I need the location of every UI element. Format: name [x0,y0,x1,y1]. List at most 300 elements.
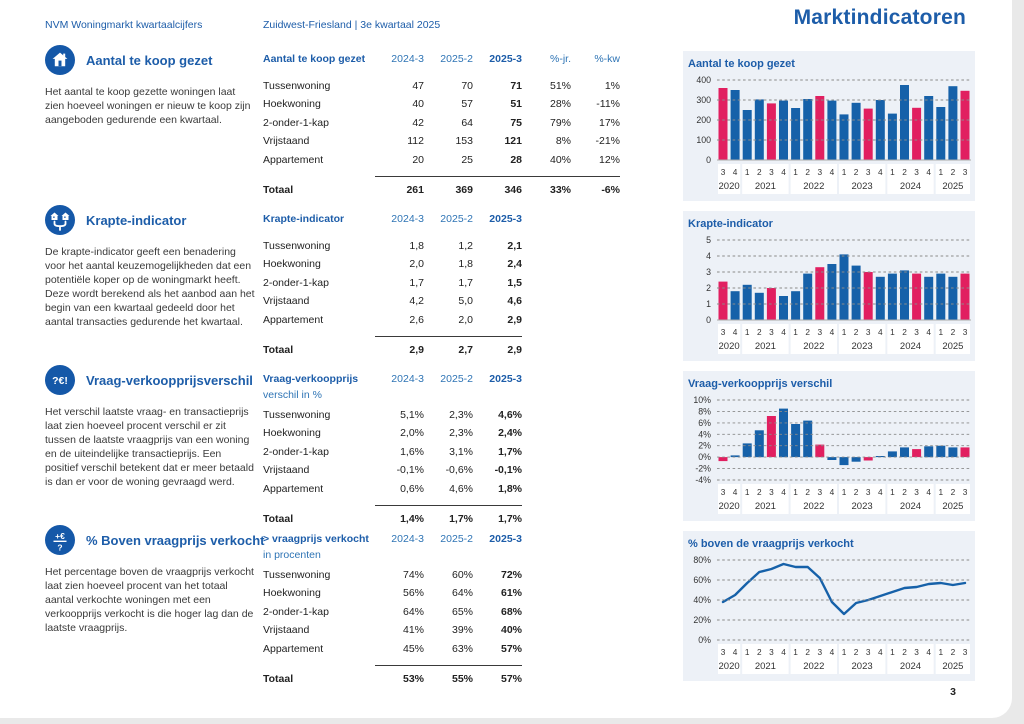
svg-text:1: 1 [841,487,847,497]
svg-text:?€!: ?€! [52,375,68,387]
bar [912,449,921,457]
svg-text:4: 4 [926,647,932,657]
svg-text:4: 4 [926,487,932,497]
chart-canvas [683,392,975,518]
svg-text:1: 1 [744,327,750,337]
cell-value: 121 [504,135,522,148]
y-tick-label: 0% [698,452,711,463]
bar [815,267,824,320]
section-description: De krapte-indicator geeft een benadering voor het aantal keuzemogelijkheden dat een potentiële koper op de woningmarkt heeft. Deze wordt berekend als het aanbod aan het begin van een kwartaal gedeeld door het aantal transacties gedurende het kwartaal. [45,246,255,328]
row-label: Tussenwoning [263,569,331,581]
line-series [723,564,965,614]
svg-text:3: 3 [769,327,774,337]
svg-text:4: 4 [732,647,738,657]
svg-text:3: 3 [817,167,823,177]
cell-value: 2,3% [449,409,473,421]
column-header: %-kw [594,53,620,65]
section-description: Het aantal te koop gezette woningen laat zien hoeveel woningen er nieuw te koop zijn aangeboden gedurende een kwartaal. [45,86,251,126]
row-label: Tussenwoning [263,240,331,252]
svg-text:4: 4 [877,167,883,177]
svg-text:3: 3 [962,487,968,497]
cell-value: 64 [461,116,473,129]
cell-value: 17% [598,116,620,129]
bar [852,457,861,462]
column-header: 2025-3 [489,53,522,65]
cell-value: -6% [571,176,620,199]
bar [900,270,909,320]
bar [888,451,897,457]
cell-value: 1% [604,80,620,92]
svg-text:1: 1 [793,647,798,657]
y-tick-label: 4% [698,429,711,440]
bar [827,101,836,160]
table-aantal-te-koop-gezet [263,53,633,199]
svg-text:4: 4 [926,167,932,177]
y-tick-label: 6% [698,417,711,428]
cell-value: 40% [500,624,522,637]
column-header: 2025-3 [489,213,522,225]
svg-text:3: 3 [865,327,871,337]
table-title: > vraagprijs verkocht [263,533,369,545]
bar [876,277,885,320]
svg-text:2: 2 [805,167,811,177]
cell-value: 68% [500,605,522,618]
table-row [263,584,633,602]
y-tick-label: 60% [693,575,711,585]
cell-value: 45% [402,642,424,655]
svg-text:2023: 2023 [851,181,873,192]
bar [864,457,873,460]
bar [924,446,933,457]
svg-text:2020: 2020 [718,181,740,192]
cell-value: 1,7% [424,505,473,528]
y-tick-label: 5 [706,235,711,245]
table-title: Vraag-verkoopprijs [263,373,359,385]
svg-text:3: 3 [817,327,823,337]
y-tick-label: 8% [698,406,711,417]
cell-value: 2,4% [498,427,522,440]
bar [815,96,824,160]
cell-value: 0,6% [400,482,424,495]
bar [767,416,776,457]
row-label: Appartement [263,642,324,655]
cell-value: 2,3% [449,427,473,440]
cell-value: 2,0 [409,258,424,271]
table-subtitle: in procenten [263,549,321,561]
table-subtitle: verschil in % [263,389,322,401]
table-header-row [263,373,633,402]
cell-value: 2,9 [507,313,522,326]
row-label: Hoekwoning [263,98,321,111]
bar [852,266,861,320]
svg-text:4: 4 [829,167,835,177]
svg-text:4: 4 [877,487,883,497]
y-tick-label: 1 [706,299,711,309]
svg-text:4: 4 [926,327,932,337]
row-label: Tussenwoning [263,409,331,421]
cell-value: 28 [510,153,522,166]
svg-text:2021: 2021 [754,341,776,352]
chart-canvas [683,552,975,678]
svg-text:2022: 2022 [803,341,825,352]
svg-text:1: 1 [938,167,944,177]
y-tick-label: -4% [695,475,711,485]
bar [961,447,970,457]
svg-text:2: 2 [756,487,762,497]
table-row [263,665,633,688]
table-row [263,443,633,461]
region-quarter-label: Zuidwest-Friesland | 3e kwartaal 2025 [263,19,441,31]
y-tick-label: 2% [698,440,711,451]
cell-value: 47 [412,80,424,92]
svg-text:4: 4 [829,487,835,497]
y-tick-label: 0 [706,155,711,165]
column-header: 2024-3 [391,213,424,225]
svg-text:2024: 2024 [899,661,922,672]
svg-text:1: 1 [890,487,895,497]
svg-text:1: 1 [841,647,847,657]
svg-text:4: 4 [877,647,883,657]
bar [779,101,788,160]
chart-panel-krapte-indicator [683,211,975,361]
column-header: 2024-3 [391,533,424,545]
section-vraag-verkoopprijsverschil [0,365,1012,525]
y-tick-label: 0% [698,635,711,645]
column-header: 2025-2 [440,373,473,385]
row-label: 2-onder-1-kap [263,605,329,618]
bar [755,293,764,320]
svg-text:3: 3 [720,327,726,337]
row-label: Tussenwoning [263,80,331,92]
cell-value: 4,6% [449,482,473,495]
chart-title: % boven de vraagprijs verkocht [688,538,854,550]
column-header: %-jr. [550,53,571,65]
cell-value: 51% [549,80,571,92]
cell-value: 57 [461,98,473,111]
cell-value: 2,0 [458,313,473,326]
cell-value: 2,9 [473,336,522,359]
svg-text:2025: 2025 [942,181,964,192]
svg-text:3: 3 [769,487,774,497]
row-label: Appartement [263,153,324,166]
cell-value: 55% [424,665,473,688]
cell-value: 61% [500,587,522,600]
report-name: NVM Woningmarkt kwartaalcijfers [45,19,203,31]
svg-text:1: 1 [890,167,895,177]
svg-text:3: 3 [720,167,726,177]
svg-text:4: 4 [829,327,835,337]
bar [767,103,776,160]
svg-text:2: 2 [756,647,762,657]
cell-value: 1,7% [473,505,522,528]
cell-value: 79% [549,116,571,129]
cell-value: 1,4% [375,505,424,528]
cell-value: 2,9 [375,336,424,359]
cell-value: 1,5 [507,276,522,289]
table-title: Krapte-indicator [263,213,345,225]
cell-value: 1,7 [409,276,424,289]
y-tick-label: 3 [706,267,711,277]
svg-text:1: 1 [744,647,750,657]
chart-canvas [683,72,975,198]
y-tick-label: 80% [693,555,711,565]
svg-text:2022: 2022 [803,661,825,672]
cell-value: 2,7 [424,336,473,359]
row-label: Hoekwoning [263,427,321,440]
cell-value: 1,8 [458,258,473,271]
table-header-row [263,533,633,562]
y-tick-label: 40% [693,595,711,605]
svg-text:4: 4 [781,487,786,497]
bar [852,103,861,160]
y-tick-label: 2 [706,283,711,293]
bar [936,446,945,457]
cell-value: 4,2 [409,295,424,308]
svg-text:2021: 2021 [754,661,776,672]
row-label: Vrijstaand [263,624,310,637]
cell-value: 4,6% [498,409,522,421]
chart-title: Aantal te koop gezet [688,58,795,70]
y-tick-label: 100 [696,135,711,145]
bar [840,114,849,160]
cell-value: 1,7% [498,445,522,458]
table-row [263,480,633,498]
bar [924,96,933,160]
svg-text:1: 1 [890,327,895,337]
svg-text:3: 3 [865,487,871,497]
bar [888,274,897,320]
svg-text:2: 2 [805,327,811,337]
svg-text:2: 2 [950,327,956,337]
bar [936,107,945,160]
svg-text:2: 2 [756,327,762,337]
bar [803,274,812,320]
cell-value: 1,8% [498,482,522,495]
cell-value: 42 [412,116,424,129]
svg-text:1: 1 [890,647,895,657]
svg-text:3: 3 [962,167,968,177]
svg-text:3: 3 [817,647,823,657]
bar [779,409,788,458]
svg-text:1: 1 [793,167,798,177]
svg-text:2024: 2024 [899,341,922,352]
table-row [263,406,633,424]
cell-value: 51 [510,98,522,111]
svg-text:3: 3 [865,167,871,177]
table-row [263,274,633,292]
y-tick-label: 20% [693,615,711,625]
row-label: 2-onder-1-kap [263,276,329,289]
cell-value: 71 [510,80,522,92]
row-label: Vrijstaand [263,464,310,477]
column-header: 2024-3 [391,53,424,65]
svg-text:1: 1 [793,487,798,497]
svg-text:4: 4 [877,327,883,337]
cell-value: 261 [375,176,424,199]
row-label: Hoekwoning [263,587,321,600]
bar [719,88,728,160]
y-tick-label: 400 [696,75,711,85]
svg-text:1: 1 [938,487,944,497]
svg-text:2020: 2020 [718,501,740,512]
cell-value: 1,2 [458,240,473,252]
cell-value: 74% [402,569,424,581]
table-header-row [263,213,633,226]
column-header: 2025-2 [440,53,473,65]
bar [876,100,885,160]
svg-text:3: 3 [962,647,968,657]
bar [900,85,909,160]
y-tick-label: 300 [696,95,711,105]
svg-text:2: 2 [805,647,811,657]
svg-text:2: 2 [902,327,907,337]
cell-value: 40 [412,98,424,111]
cell-value: 112 [407,135,424,148]
svg-text:2: 2 [853,487,859,497]
svg-text:1: 1 [744,487,750,497]
svg-text:3: 3 [720,487,726,497]
bar [864,272,873,320]
section-krapte-indicator [0,205,1012,365]
svg-text:3: 3 [769,647,774,657]
bar [779,296,788,320]
svg-text:2022: 2022 [803,501,825,512]
svg-text:4: 4 [732,167,738,177]
svg-text:4: 4 [829,647,835,657]
table-row [263,132,633,150]
svg-text:2025: 2025 [942,341,964,352]
svg-text:3: 3 [914,327,919,337]
bar [912,274,921,320]
cell-value: 3,1% [449,445,473,458]
y-tick-label: 200 [696,115,711,125]
cell-value: 1,7 [458,276,473,289]
row-label: Totaal [263,344,294,357]
svg-text:3: 3 [914,167,919,177]
svg-text:4: 4 [781,327,786,337]
bar [755,99,764,160]
svg-text:?: ? [57,542,63,553]
cell-value: 28% [549,98,571,111]
bar [791,108,800,160]
svg-text:2025: 2025 [942,661,964,672]
svg-text:4: 4 [732,487,738,497]
bar [961,91,970,160]
section-boven-vraagprijs-verkocht [0,525,1012,685]
y-tick-label: -2% [695,463,711,474]
svg-text:2: 2 [853,647,859,657]
row-label: 2-onder-1-kap [263,445,329,458]
bar [948,86,957,160]
row-label: Appartement [263,313,324,326]
cell-value: 57% [473,665,522,688]
table-krapte-indicator [263,213,633,359]
svg-text:2024: 2024 [899,501,922,512]
house-icon [45,45,75,75]
bar [840,254,849,320]
cell-value: 4,6 [507,295,522,308]
svg-text:3: 3 [769,167,774,177]
svg-text:4: 4 [732,327,738,337]
column-header: 2025-2 [440,533,473,545]
svg-text:2020: 2020 [718,341,740,352]
cell-value: 64% [451,587,473,600]
svg-text:1: 1 [793,327,798,337]
cell-value: 25 [461,153,473,166]
cell-value: 8% [555,135,571,148]
cell-value: 60% [451,569,473,581]
row-label: Appartement [263,482,324,495]
cell-value: 2,0% [400,427,424,440]
table-row [263,640,633,658]
cell-value: 2,1 [507,240,522,252]
svg-text:2025: 2025 [942,501,964,512]
table-title: Aantal te koop gezet [263,53,366,65]
table-row [263,621,633,639]
section-title: Aantal te koop gezet [86,52,213,68]
bar [864,109,873,160]
svg-text:3: 3 [914,487,919,497]
svg-text:3: 3 [914,647,919,657]
svg-text:2: 2 [950,167,956,177]
svg-text:4: 4 [781,167,786,177]
cell-value: 70 [461,80,473,92]
bar [948,447,957,457]
table-row [263,424,633,442]
svg-text:3: 3 [865,647,871,657]
row-label: Totaal [263,673,294,686]
bar [731,291,740,320]
cell-value: 2,6 [409,313,424,326]
svg-text:2020: 2020 [718,661,740,672]
cell-value: 1,8 [409,240,424,252]
bar [936,274,945,320]
bar [900,447,909,457]
bar [719,282,728,320]
cell-value: 75 [510,116,522,129]
column-header: 2025-3 [489,373,522,385]
table-row [263,151,633,169]
row-label: Totaal [263,513,294,526]
column-header: 2025-3 [489,533,522,545]
svg-text:2022: 2022 [803,181,825,192]
cell-value: 63% [451,642,473,655]
svg-text:2: 2 [853,327,859,337]
section-aantal-te-koop-gezet [0,45,1012,205]
page-number: 3 [950,686,956,698]
chart-title: Vraag-verkoopprijs verschil [688,378,833,390]
row-label: 2-onder-1-kap [263,116,329,129]
cell-value: 65% [451,605,473,618]
svg-text:2023: 2023 [851,661,873,672]
cell-value: 20 [412,153,424,166]
cell-value: 57% [500,642,522,655]
svg-text:1: 1 [938,327,944,337]
bar [791,424,800,457]
svg-text:2021: 2021 [754,501,776,512]
svg-text:3: 3 [720,647,726,657]
price-question-icon [45,365,75,395]
table-row [263,336,633,359]
table-vraag-verkoopprijsverschil [263,373,633,528]
y-tick-label: 10% [693,395,711,405]
table-row [263,461,633,479]
bar [743,110,752,160]
table-row [263,77,633,95]
svg-text:1: 1 [841,167,847,177]
table-row [263,176,633,199]
section-intro [45,45,259,128]
